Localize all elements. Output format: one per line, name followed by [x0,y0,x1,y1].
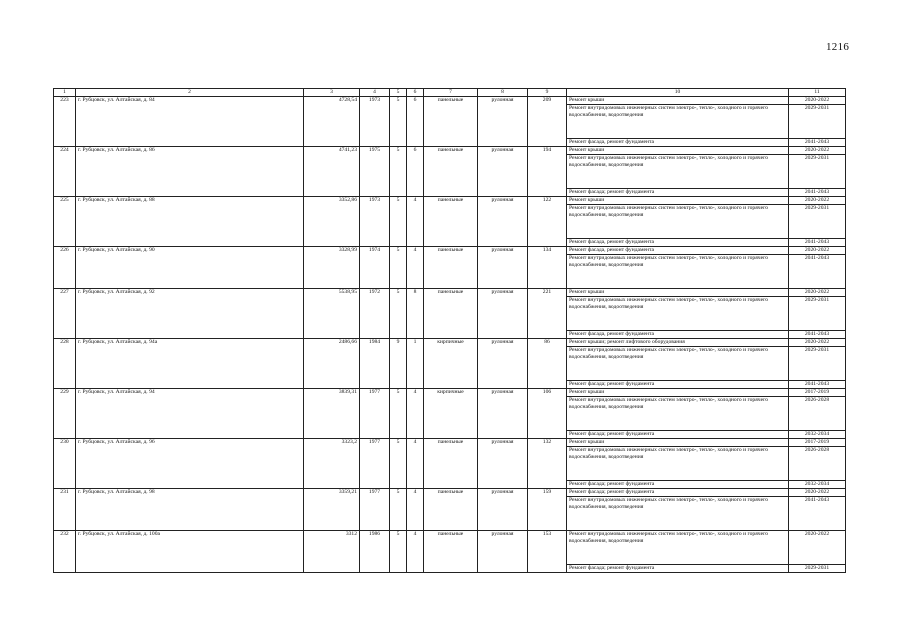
work-type-cell: Ремонт крыши [567,197,789,205]
period-cell: 2041-2043 [789,139,846,147]
work-type-cell: Ремонт крыши [567,389,789,397]
work-type-cell: Ремонт крыши [567,439,789,447]
floors-cell: 5 [390,531,407,573]
column-number: 6 [407,89,424,97]
work-type-cell: Ремонт фасада, ремонт фундамента [567,247,789,255]
floors-cell: 5 [390,289,407,339]
work-type-cell: Ремонт фасада, ремонт фундамента [567,331,789,339]
address-cell: г. Рубцовск, ул. Алтайская, д. 90 [76,247,304,289]
year-cell: 1986 [360,531,390,573]
wall-material-cell: панельные [424,197,478,247]
period-cell: 2017-2019 [789,389,846,397]
wall-material-cell: панельные [424,439,478,489]
row-number: 230 [54,439,76,489]
floors-cell: 5 [390,147,407,197]
period-cell: 2041-2043 [789,255,846,289]
wall-material-cell: панельные [424,289,478,339]
work-type-cell: Ремонт внутридомовых инженерных систем электро-, тепло-, холодного и горячего водоснабжения, водоотведения [567,447,789,481]
roof-type-cell: рулонная [478,197,528,247]
period-cell: 2029-2031 [789,205,846,239]
entrances-cell: 4 [407,531,424,573]
table-row [54,197,846,205]
address-cell: г. Рубцовск, ул. Алтайская, д. 100а [76,531,304,573]
work-type-cell: Ремонт внутридомовых инженерных систем электро-, тепло-, холодного и горячего водоснабжения, водоотведения [567,105,789,139]
table-row [54,247,846,255]
address-cell: г. Рубцовск, ул. Алтайская, д. 92 [76,289,304,339]
column-number: 7 [424,89,478,97]
area-cell: 4741,23 [304,147,360,197]
period-cell: 2032-2034 [789,431,846,439]
address-cell: г. Рубцовск, ул. Алтайская, д. 96 [76,439,304,489]
entrances-cell: 1 [407,339,424,389]
work-type-cell: Ремонт крыши [567,97,789,105]
entrances-cell: 4 [407,389,424,439]
work-type-cell: Ремонт внутридомовых инженерных систем электро-, тепло-, холодного и горячего водоснабжения, водоотведения [567,397,789,431]
period-cell: 2029-2031 [789,565,846,573]
table-row [54,489,846,497]
year-cell: 1975 [360,147,390,197]
row-number: 228 [54,339,76,389]
row-number: 223 [54,97,76,147]
floors-cell: 5 [390,489,407,531]
floors-cell: 5 [390,389,407,439]
work-type-cell: Ремонт фасада; ремонт фундамента [567,381,789,389]
floors-cell: 5 [390,97,407,147]
work-type-cell: Ремонт внутридомовых инженерных систем электро-, тепло-, холодного и горячего водоснабжения, водоотведения [567,155,789,189]
residents-cell: 153 [528,531,567,573]
column-number: 10 [567,89,789,97]
table-row [54,289,846,297]
address-cell: г. Рубцовск, ул. Алтайская, д. 86 [76,147,304,197]
area-cell: 3352,86 [304,197,360,247]
page-number: 1216 [826,41,850,53]
work-type-cell: Ремонт внутридомовых инженерных систем электро-, тепло-, холодного и горячего водоснабжения, водоотведения [567,497,789,531]
capital-repair-table [53,88,846,573]
row-number: 232 [54,531,76,573]
year-cell: 1977 [360,439,390,489]
residents-cell: 134 [528,247,567,289]
entrances-cell: 4 [407,439,424,489]
period-cell: 2041-2043 [789,381,846,389]
roof-type-cell: рулонная [478,289,528,339]
entrances-cell: 8 [407,289,424,339]
period-cell: 2017-2019 [789,439,846,447]
period-cell: 2020-2022 [789,197,846,205]
year-cell: 1977 [360,489,390,531]
column-number: 11 [789,89,846,97]
area-cell: 3323,2 [304,439,360,489]
area-cell: 3839,31 [304,389,360,439]
column-number: 2 [76,89,304,97]
period-cell: 2026-2028 [789,447,846,481]
residents-cell: 86 [528,339,567,389]
entrances-cell: 6 [407,147,424,197]
work-type-cell: Ремонт внутридомовых инженерных систем электро-, тепло-, холодного и горячего водоснабжения, водоотведения [567,347,789,381]
table-row [54,147,846,155]
wall-material-cell: панельные [424,247,478,289]
table-row [54,97,846,105]
address-cell: г. Рубцовск, ул. Алтайская, д. 84 [76,97,304,147]
table-row [54,439,846,447]
column-number-row [54,89,846,97]
table-row [54,531,846,565]
period-cell: 2020-2022 [789,147,846,155]
entrances-cell: 4 [407,247,424,289]
row-number: 226 [54,247,76,289]
column-number: 9 [528,89,567,97]
residents-cell: 106 [528,389,567,439]
period-cell: 2020-2022 [789,97,846,105]
column-number: 4 [360,89,390,97]
address-cell: г. Рубцовск, ул. Алтайская, д. 94 [76,389,304,439]
period-cell: 2041-2043 [789,497,846,531]
column-number: 3 [304,89,360,97]
wall-material-cell: кирпичные [424,389,478,439]
period-cell: 2029-2031 [789,155,846,189]
entrances-cell: 4 [407,489,424,531]
residents-cell: 132 [528,439,567,489]
period-cell: 2026-2028 [789,397,846,431]
area-cell: 4728,54 [304,97,360,147]
entrances-cell: 6 [407,97,424,147]
period-cell: 2020-2022 [789,489,846,497]
work-type-cell: Ремонт крыши [567,147,789,155]
roof-type-cell: рулонная [478,97,528,147]
table-row [54,339,846,347]
roof-type-cell: рулонная [478,339,528,389]
entrances-cell: 4 [407,197,424,247]
year-cell: 1977 [360,389,390,439]
row-number: 231 [54,489,76,531]
area-cell: 2486,66 [304,339,360,389]
work-type-cell: Ремонт фасада; ремонт фундамента [567,189,789,197]
work-type-cell: Ремонт внутридомовых инженерных систем электро-, тепло-, холодного и горячего водоснабжения, водоотведения [567,531,789,565]
row-number: 229 [54,389,76,439]
area-cell: 3328,99 [304,247,360,289]
wall-material-cell: панельные [424,531,478,573]
area-cell: 5538,95 [304,289,360,339]
year-cell: 1972 [360,289,390,339]
period-cell: 2041-2043 [789,331,846,339]
work-type-cell: Ремонт фасада; ремонт фундамента [567,431,789,439]
residents-cell: 122 [528,197,567,247]
address-cell: г. Рубцовск, ул. Алтайская, д. 98 [76,489,304,531]
table-row [54,389,846,397]
address-cell: г. Рубцовск, ул. Алтайская, д. 94а [76,339,304,389]
residents-cell: 221 [528,289,567,339]
floors-cell: 9 [390,339,407,389]
roof-type-cell: рулонная [478,531,528,573]
work-type-cell: Ремонт внутридомовых инженерных систем электро-, тепло-, холодного и горячего водоснабжения, водоотведения [567,255,789,289]
year-cell: 1973 [360,197,390,247]
column-number: 1 [54,89,76,97]
residents-cell: 194 [528,147,567,197]
wall-material-cell: панельные [424,97,478,147]
table-body [54,89,846,573]
row-number: 224 [54,147,76,197]
roof-type-cell: рулонная [478,489,528,531]
column-number: 8 [478,89,528,97]
year-cell: 1974 [360,247,390,289]
year-cell: 1973 [360,97,390,147]
row-number: 227 [54,289,76,339]
period-cell: 2029-2031 [789,347,846,381]
work-type-cell: Ремонт внутридомовых инженерных систем электро-, тепло-, холодного и горячего водоснабжения, водоотведения [567,297,789,331]
column-number: 5 [390,89,407,97]
work-type-cell: Ремонт крыши [567,289,789,297]
work-type-cell: Ремонт фасада; ремонт фундамента [567,489,789,497]
row-number: 225 [54,197,76,247]
period-cell: 2020-2022 [789,531,846,565]
roof-type-cell: рулонная [478,389,528,439]
address-cell: г. Рубцовск, ул. Алтайская, д. 88 [76,197,304,247]
period-cell: 2029-2031 [789,105,846,139]
year-cell: 1984 [360,339,390,389]
period-cell: 2020-2022 [789,247,846,255]
wall-material-cell: панельные [424,147,478,197]
roof-type-cell: рулонная [478,247,528,289]
period-cell: 2041-2043 [789,189,846,197]
residents-cell: 209 [528,97,567,147]
residents-cell: 159 [528,489,567,531]
area-cell: 3359,21 [304,489,360,531]
period-cell: 2029-2031 [789,297,846,331]
floors-cell: 5 [390,439,407,489]
area-cell: 3312 [304,531,360,573]
floors-cell: 5 [390,197,407,247]
period-cell: 2020-2022 [789,289,846,297]
work-type-cell: Ремонт фасада, ремонт фундамента [567,239,789,247]
period-cell: 2041-2043 [789,239,846,247]
period-cell: 2032-2034 [789,481,846,489]
work-type-cell: Ремонт внутридомовых инженерных систем электро-, тепло-, холодного и горячего водоснабжения, водоотведения [567,205,789,239]
roof-type-cell: рулонная [478,439,528,489]
wall-material-cell: кирпичные [424,339,478,389]
work-type-cell: Ремонт крыши; ремонт лифтового оборудования [567,339,789,347]
work-type-cell: Ремонт фасада; ремонт фундамента [567,565,789,573]
period-cell: 2020-2022 [789,339,846,347]
roof-type-cell: рулонная [478,147,528,197]
work-type-cell: Ремонт фасада, ремонт фундамента [567,139,789,147]
work-type-cell: Ремонт фасада; ремонт фундамента [567,481,789,489]
wall-material-cell: панельные [424,489,478,531]
floors-cell: 5 [390,247,407,289]
